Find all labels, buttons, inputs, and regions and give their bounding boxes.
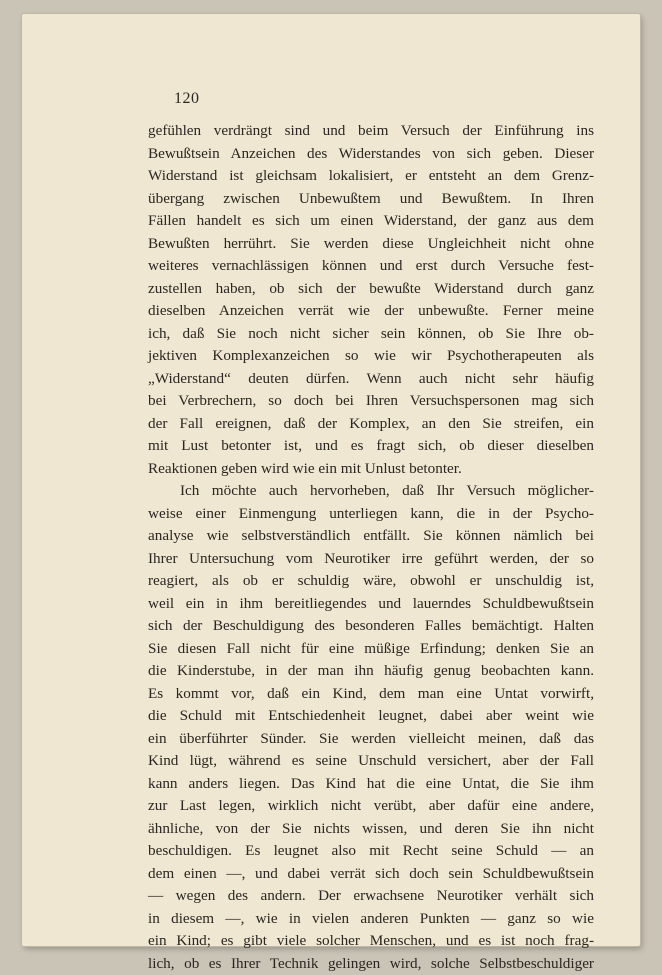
text-line: zur Last legen, wirklich nicht verübt, aber dafür eine andere,	[148, 795, 594, 818]
page-number: 120	[174, 90, 200, 108]
text-line: die Kinderstube, in der man ihn häufig genug beobachten kann.	[148, 660, 594, 683]
text-line: übergang zwischen Unbewußtem und Bewußtem. In Ihren	[148, 188, 594, 211]
text-line: Sie diesen Fall nicht für eine müßige Erfindung; denken Sie an	[148, 638, 594, 661]
body-text	[148, 120, 594, 975]
text-line: ein überführter Sünder. Sie werden vielleicht meinen, daß das	[148, 728, 594, 751]
text-line: gefühlen verdrängt sind und beim Versuch der Einführung ins	[148, 120, 594, 143]
text-line: die Schuld mit Entschiedenheit leugnet, dabei aber weint wie	[148, 705, 594, 728]
text-line: Fällen handelt es sich um einen Widerstand, der ganz aus dem	[148, 210, 594, 233]
text-line: ähnliche, von der Sie nichts wissen, und deren Sie ihn nicht	[148, 818, 594, 841]
book-page	[22, 14, 640, 946]
text-line: Bewußten herrührt. Sie werden diese Ungleichheit nicht ohne	[148, 233, 594, 256]
text-line: Kind lügt, während es seine Unschuld versichert, aber der Fall	[148, 750, 594, 773]
text-line: zustellen haben, ob sich der bewußte Widerstand durch ganz	[148, 278, 594, 301]
text-line: weise einer Einmengung unterliegen kann, die in der Psycho-	[148, 503, 594, 526]
text-line: — wegen des andern. Der erwachsene Neurotiker verhält sich	[148, 885, 594, 908]
text-line: weiteres vernachlässigen können und erst durch Versuche fest-	[148, 255, 594, 278]
text-line: jektiven Komplexanzeichen so wie wir Psychotherapeuten als	[148, 345, 594, 368]
text-line: Ihrer Untersuchung vom Neurotiker irre geführt werden, der so	[148, 548, 594, 571]
text-line: mit Lust betonter ist, und es fragt sich, ob dieser dieselben	[148, 435, 594, 458]
text-line: sich der Beschuldigung des besonderen Falles bemächtigt. Halten	[148, 615, 594, 638]
text-line: der Fall ereignen, daß der Komplex, an den Sie streifen, ein	[148, 413, 594, 436]
text-line: ein Kind; es gibt viele solcher Menschen, und es ist noch frag-	[148, 930, 594, 953]
text-line: weil ein in ihm bereitliegendes und lauerndes Schuldbewußtsein	[148, 593, 594, 616]
text-line: lich, ob es Ihrer Technik gelingen wird, solche Selbstbeschuldiger	[148, 953, 594, 975]
text-line: kann anders liegen. Das Kind hat die eine Untat, die Sie ihm	[148, 773, 594, 796]
text-line: analyse wie selbstverständlich entfällt. Sie können nämlich bei	[148, 525, 594, 548]
text-line: ich, daß Sie noch nicht sicher sein können, ob Sie Ihre ob-	[148, 323, 594, 346]
text-line: „Widerstand“ deuten dürfen. Wenn auch nicht sehr häufig	[148, 368, 594, 391]
text-line: Widerstand ist gleichsam lokalisiert, er entsteht an dem Grenz-	[148, 165, 594, 188]
text-line: bei Verbrechern, so doch bei Ihren Versuchspersonen mag sich	[148, 390, 594, 413]
text-line: Reaktionen geben wird wie ein mit Unlust betonter.	[148, 458, 594, 481]
text-line: Ich möchte auch hervorheben, daß Ihr Versuch möglicher-	[148, 480, 594, 503]
text-line: reagiert, als ob er schuldig wäre, obwohl er unschuldig ist,	[148, 570, 594, 593]
text-line: Bewußtsein Anzeichen des Widerstandes von sich geben. Dieser	[148, 143, 594, 166]
text-line: dieselben Anzeichen verrät wie der unbewußte. Ferner meine	[148, 300, 594, 323]
text-line: in diesem —, wie in vielen anderen Punkten — ganz so wie	[148, 908, 594, 931]
text-line: Es kommt vor, daß ein Kind, dem man eine Untat vorwirft,	[148, 683, 594, 706]
text-line: beschuldigen. Es leugnet also mit Recht seine Schuld — an	[148, 840, 594, 863]
text-line: dem einen —, und dabei verrät sich doch sein Schuldbewußtsein	[148, 863, 594, 886]
